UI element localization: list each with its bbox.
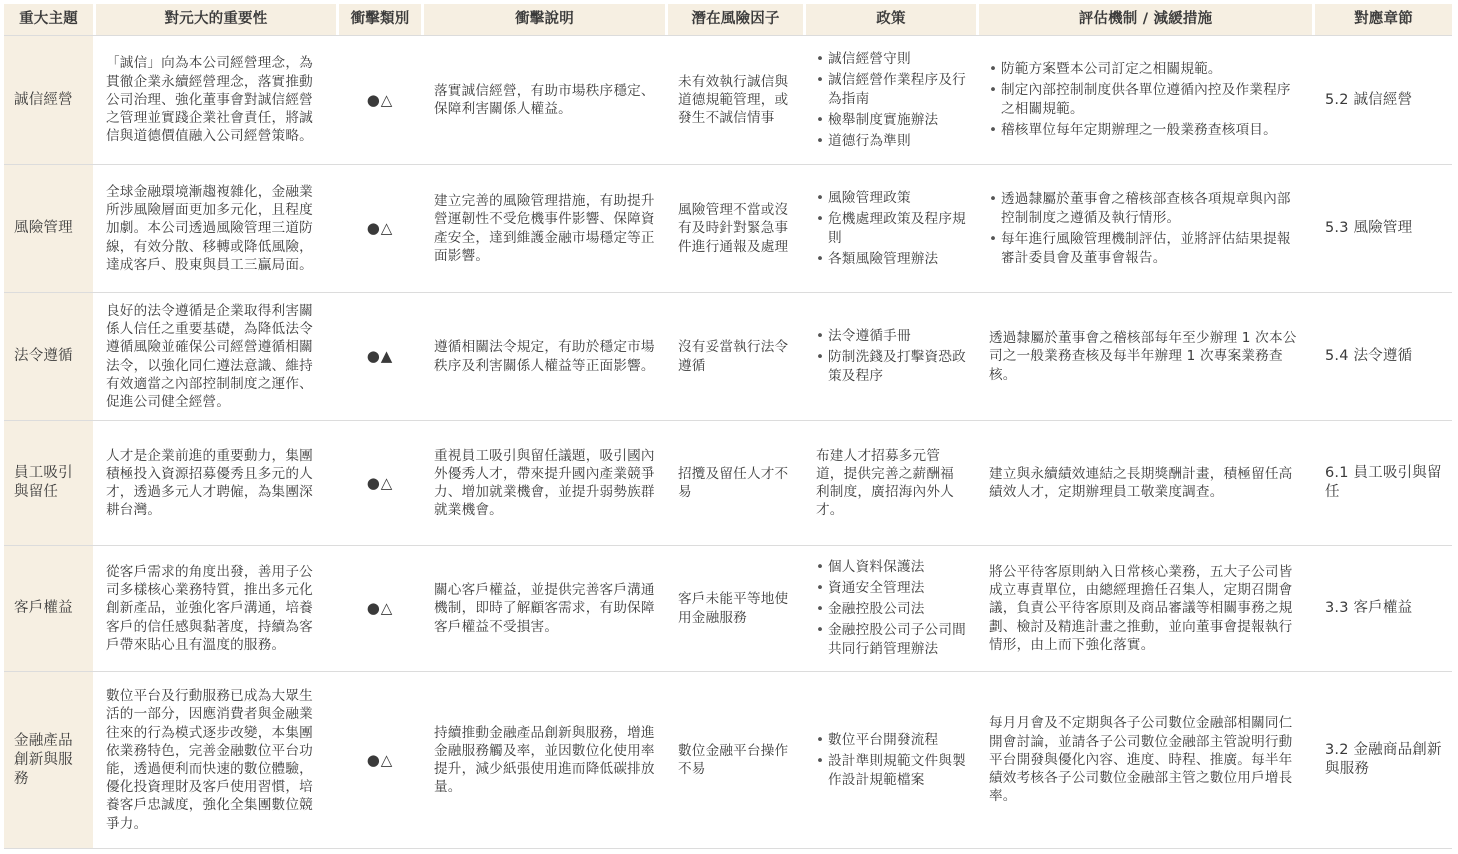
topic-cell: 風險管理 [4, 165, 96, 292]
policy-cell [806, 293, 979, 420]
policy-item: • 風險管理政策 [816, 189, 966, 208]
chapter-cell: 3.2 金融商品創新與服務 [1325, 742, 1442, 777]
chapter-cell: 5.3 風險管理 [1325, 220, 1413, 236]
risk-cell: 數位金融平台操作不易 [668, 672, 806, 848]
impact-type-cell: ●△ [339, 165, 424, 292]
mitigation-cell [979, 36, 1315, 164]
impact-type-cell: ●▲ [339, 293, 424, 420]
risk-cell: 沒有妥當執行法令遵循 [668, 293, 806, 420]
policy-list [816, 729, 966, 792]
mitigation-list [989, 188, 1302, 270]
importance-cell: 全球金融環境漸趨複雜化，金融業所涉風險層面更加多元化，且程度加劇。本公司透過風險管理三道防線，有效分散、移轉或降低風險，達成客戶、股東與員工三贏局面。 [96, 165, 339, 292]
mitigation-item: • 每年進行風險管理機制評估，並將評估結果提報審計委員會及董事會報告。 [989, 230, 1302, 268]
table-row [4, 35, 1452, 164]
impact-desc-cell: 建立完善的風險管理措施，有助提升營運韌性不受危機事件影響、保障資產安全，達到維護金融市場穩定等正面影響。 [424, 165, 668, 292]
importance-cell: 「誠信」向為本公司經營理念，為貫徹企業永續經營理念，落實推動公司治理、強化董事會對誠信經營之管理並實踐企業社會責任，將誠信與道德價值融入公司經營策略。 [96, 36, 339, 164]
impact-desc-cell: 重視員工吸引與留任議題，吸引國內外優秀人才，帶來提升國內產業競爭力、增加就業機會，並提升弱勢族群就業機會。 [424, 421, 668, 545]
policy-cell: 布建人才招募多元管道，提供完善之薪酬福利制度，廣招海內外人才。 [806, 421, 979, 545]
policy-item: • 誠信經營守則 [816, 50, 966, 69]
risk-cell: 風險管理不當或沒有及時針對緊急事件進行通報及處理 [668, 165, 806, 292]
policy-item: • 設計準則規範文件與製作設計規範檔案 [816, 752, 966, 790]
policy-cell [806, 546, 979, 671]
mitigation-item: • 稽核單位每年定期辦理之一般業務查核項目。 [989, 121, 1302, 140]
policy-item: • 誠信經營作業程序及行為指南 [816, 71, 966, 109]
importance-cell: 良好的法令遵循是企業取得利害關係人信任之重要基礎，為降低法令遵循風險並確保公司經營遵循相關法令，以強化同仁遵法意識、維持有效適當之內部控制制度之運作、促進公司健全經營。 [96, 293, 339, 420]
mitigation-cell: 將公平待客原則納入日常核心業務，五大子公司皆成立專責單位，由總經理擔任召集人，定期召開會議，負責公平待客原則及商品審議等相關事務之規劃、檢討及精進計畫之推動，並向董事會提報執行情形，由上而下強化落實。 [979, 546, 1315, 671]
policy-item: • 數位平台開發流程 [816, 731, 966, 750]
header-impact-desc: 衝擊說明 [424, 4, 668, 35]
policy-cell [806, 672, 979, 848]
policy-list [816, 556, 966, 661]
policy-item: • 危機處理政策及程序規則 [816, 210, 966, 248]
mitigation-list [989, 58, 1302, 142]
policy-cell [806, 165, 979, 292]
header-importance: 對元大的重要性 [96, 4, 339, 35]
table-row [4, 420, 1452, 545]
chapter-cell: 5.2 誠信經營 [1325, 91, 1413, 108]
importance-cell: 數位平台及行動服務已成為大眾生活的一部分，因應消費者與金融業往來的行為模式逐步改變，本集團依業務特色，完善金融數位平台功能，透過便利而快速的數位體驗，優化投資理財及客戶使用習慣，培養客戶忠誠度，強化全集團數位競爭力。 [96, 672, 339, 848]
policy-item: • 資通安全管理法 [816, 579, 966, 598]
topic-cell: 員工吸引與留任 [4, 421, 96, 545]
importance-cell: 從客戶需求的角度出發，善用子公司多樣核心業務特質，推出多元化創新產品，並強化客戶溝通，培養客戶的信任感與黏著度，持續為客戶帶來貼心且有溫度的服務。 [96, 546, 339, 671]
mitigation-cell: 建立與永續績效連結之長期獎酬計畫，積極留任高績效人才，定期辦理員工敬業度調查。 [979, 421, 1315, 545]
materiality-table [4, 4, 1452, 849]
policy-item: • 金融控股公司法 [816, 600, 966, 619]
policy-item: • 法令遵循手冊 [816, 327, 966, 346]
mitigation-item: • 制定內部控制制度供各單位遵循內控及作業程序之相關規範。 [989, 81, 1302, 119]
topic-cell: 客戶權益 [4, 546, 96, 671]
policy-item: • 金融控股公司子公司間共同行銷管理辦法 [816, 621, 966, 659]
topic-cell: 金融產品創新與服務 [4, 672, 96, 848]
impact-type-cell: ●△ [339, 421, 424, 545]
impact-type-cell: ●△ [339, 36, 424, 164]
policy-item: • 個人資料保護法 [816, 558, 966, 577]
policy-cell [806, 36, 979, 164]
policy-list [816, 48, 966, 153]
topic-cell: 法令遵循 [4, 293, 96, 420]
table-row [4, 292, 1452, 420]
impact-desc-cell: 關心客戶權益，並提供完善客戶溝通機制，即時了解顧客需求，有助保障客戶權益不受損害。 [424, 546, 668, 671]
mitigation-cell: 透過隸屬於董事會之稽核部每年至少辦理 1 次本公司之一般業務查核及每半年辦理 1 次專案業務查核。 [979, 293, 1315, 420]
header-risk: 潛在風險因子 [668, 4, 806, 35]
chapter-cell: 6.1 員工吸引與留任 [1325, 465, 1442, 500]
table-row [4, 164, 1452, 292]
risk-cell: 客戶未能平等地使用金融服務 [668, 546, 806, 671]
policy-list [816, 187, 966, 271]
impact-desc-cell: 遵循相關法令規定，有助於穩定市場秩序及利害關係人權益等正面影響。 [424, 293, 668, 420]
table-row [4, 671, 1452, 849]
header-chapter: 對應章節 [1315, 4, 1452, 35]
table-row [4, 545, 1452, 671]
header-topic: 重大主題 [4, 4, 96, 35]
header-policy: 政策 [806, 4, 979, 35]
policy-item: • 道德行為準則 [816, 132, 966, 151]
impact-desc-cell: 持續推動金融產品創新與服務，增進金融服務觸及率，並因數位化使用率提升，減少紙張使用進而降低碳排放量。 [424, 672, 668, 848]
policy-list [816, 325, 966, 388]
risk-cell: 未有效執行誠信與道德規範管理，或發生不誠信情事 [668, 36, 806, 164]
impact-type-cell: ●△ [339, 546, 424, 671]
impact-desc-cell: 落實誠信經營，有助市場秩序穩定、保障利害關係人權益。 [424, 36, 668, 164]
header-mitigation: 評估機制 / 減緩措施 [979, 4, 1315, 35]
table-header [4, 4, 1452, 35]
policy-item: • 各類風險管理辦法 [816, 250, 966, 269]
topic-cell: 誠信經營 [4, 36, 96, 164]
importance-cell: 人才是企業前進的重要動力，集團積極投入資源招募優秀且多元的人才，透過多元人才聘僱，為集團深耕台灣。 [96, 421, 339, 545]
mitigation-item: • 透過隸屬於董事會之稽核部查核各項規章與內部控制制度之遵循及執行情形。 [989, 190, 1302, 228]
risk-cell: 招攬及留任人才不易 [668, 421, 806, 545]
mitigation-cell [979, 165, 1315, 292]
policy-item: • 防制洗錢及打擊資恐政策及程序 [816, 348, 966, 386]
header-impact-type: 衝擊類別 [339, 4, 424, 35]
chapter-cell: 3.3 客戶權益 [1325, 600, 1413, 616]
chapter-cell: 5.4 法令遵循 [1325, 348, 1413, 364]
mitigation-item: • 防範方案暨本公司訂定之相關規範。 [989, 60, 1302, 79]
mitigation-cell: 每月月會及不定期與各子公司數位金融部相關同仁開會討論，並請各子公司數位金融部主管說明行動平台開發與優化內容、進度、時程、推廣。每半年績效考核各子公司數位金融部主管之數位用戶增長率。 [979, 672, 1315, 848]
policy-item: • 檢舉制度實施辦法 [816, 111, 966, 130]
impact-type-cell: ●△ [339, 672, 424, 848]
